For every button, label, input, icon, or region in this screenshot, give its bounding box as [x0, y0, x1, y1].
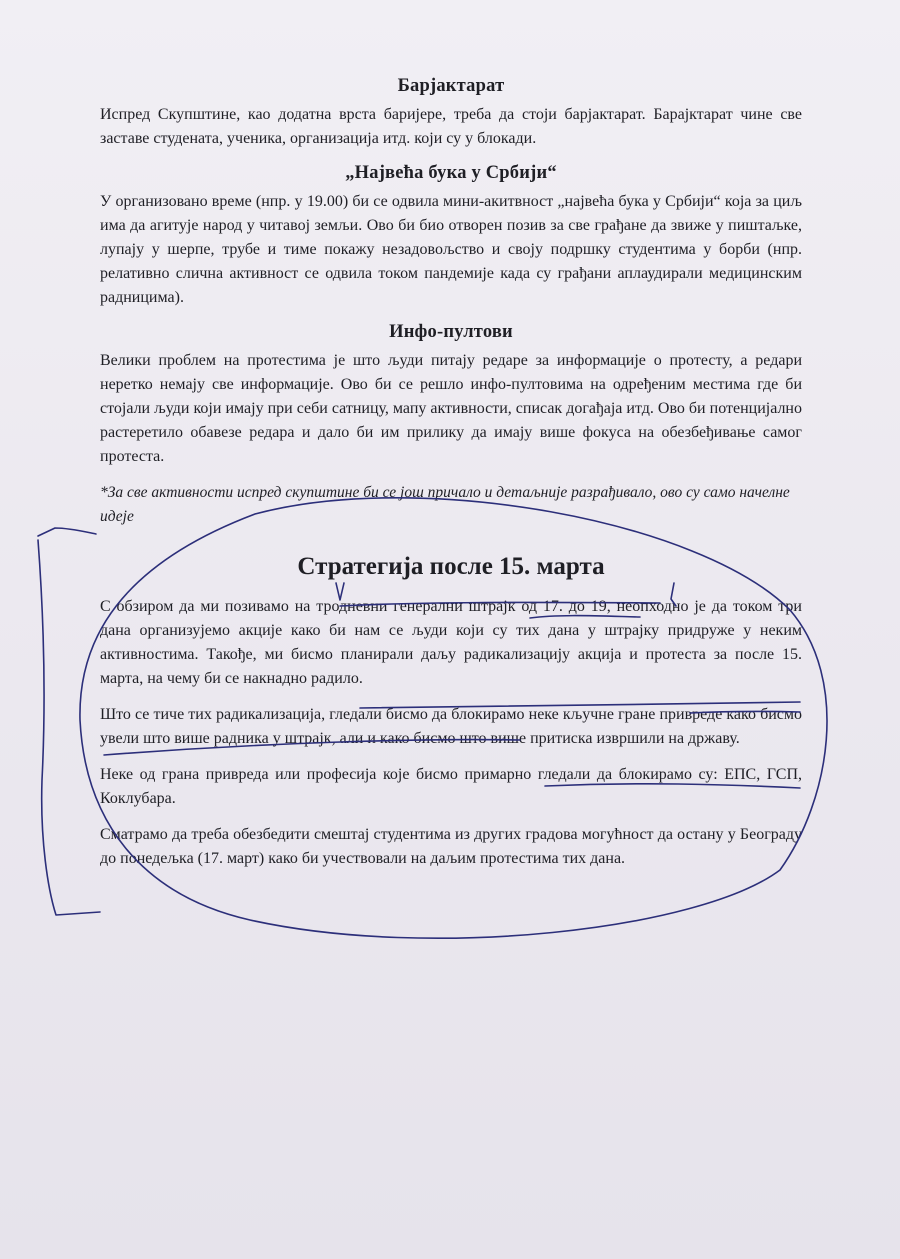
strategy-paragraph: Сматрамо да треба обезбедити смештај студентима из других градова могућност да остану у Београду до понедељка (17. март) како би учествовали на даљим протестима тих дана.	[100, 826, 802, 867]
section-strategy	[100, 553, 802, 871]
section-info-pultovi	[100, 322, 802, 469]
section-paragraph: Велики проблем на протестима је што људи питају редаре за информације о протесту, а редари неретко немају све информације. Ово би се решло инфо-пултовима на одређеним местима где би стојали људи који имају при себи сатницу, мапу активности, списак догађаја итд. Ово би потенцијално растеретило обавезе редара и дало би им прилику да имају више фокуса на обезбеђивање самог протеста.	[100, 352, 802, 465]
section-heading: „Највећа бука у Србији“	[345, 163, 557, 183]
strategy-paragraph: С обзиром да ми позивамо на тродневни генерални штрајк од 17. до 19, неопходно је да током три дана организујемо акције како би нам се људи који су тих дана у штрајку придруже у неким активностима. Такође, ми бисмо планирали даљу радикализацију акција и протеста за после 15. марта, на чему би се накнадно радило.	[100, 598, 802, 687]
section-barjaktarat	[100, 76, 802, 151]
section-heading: Инфо-пултови	[389, 322, 513, 342]
section-heading: Барјактарат	[397, 76, 505, 96]
document-body	[100, 70, 802, 883]
strategy-paragraph: Што се тиче тих радикализација, гледали бисмо да блокирамо неке кључне гране привреде како бисмо увели што више радника у штрајк, али и како бисмо што више притиска извршили на државу.	[100, 706, 802, 747]
strategy-paragraph: Неке од грана привреда или професија које бисмо примарно гледали да блокирамо су: ЕПС, ГСП, Коклубара.	[100, 766, 802, 807]
section-paragraph: Испред Скупштине, као додатна врста баријере, треба да стоји барјактарат. Барајктарат чине све заставе студената, ученика, организација итд. који су у блокади.	[100, 106, 802, 147]
footnote: *За све активности испред скупштине би се још причало и детаљније разрађивало, ово су само начелне идеје	[100, 484, 790, 525]
strategy-title: Стратегија после 15. марта	[297, 553, 605, 580]
section-paragraph: У организовано време (нпр. у 19.00) би се одвила мини-акитвност „највећа бука у Србији“ која за циљ има да агитује народ у читавој земљи. Ово би био отворен позив за све грађане да звиже у пиштаљке, лупају у шерпе, трубе и тиме покажу незадовољство и своју подршку студентима у борби (нпр. релативно слична активност се одвила током пандемије када су грађани аплаудирали медицинским радницима).	[100, 193, 802, 306]
section-najveca-buka	[100, 163, 802, 310]
